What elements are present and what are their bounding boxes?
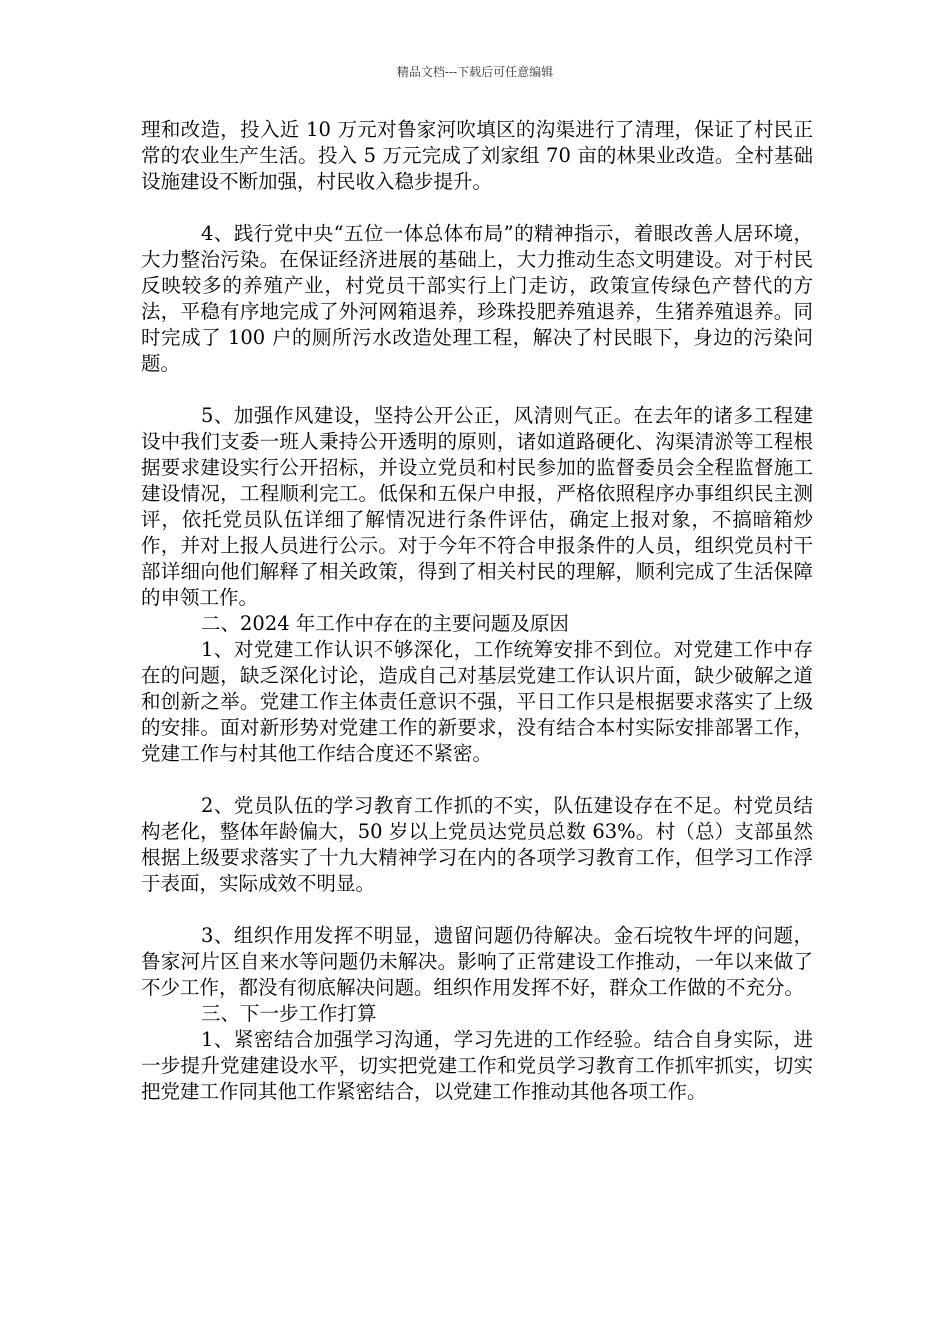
paragraph-item-5: 5、加强作风建设，坚持公开公正，风清则气正。在去年的诸多工程建设中我们支委一班人秉持公开透明的原则，诸如道路硬化、沟渠清淤等工程根据要求建设实行公开招标，并设立党员和村民参加的监督委员会全程监督施工建设情况，工程顺利完工。低保和五保户申报，严格依照程序办事组织民主测评，依托党员队伍详细了解情况进行条件评估，确定上报对象，不搞暗箱炒作，并对上报人员进行公示。对于今年不符合申报条件的人员，组织党员村干部详细向他们解释了相关政策，得到了相关村民的理解，顺利完成了生活保障的申领工作。 [141,404,813,609]
paragraph-item-4: 4、践行党中央“五位一体总体布局”的精神指示，着眼改善人居环境，大力整治污染。在保证经济进展的基础上，大力推动生态文明建设。对于村民反映较多的养殖产业，村党员干部实行上门走访，政策宣传绿色产替代的方法，平稳有序地完成了外河网箱退养，珍珠投肥养殖退养，生猪养殖退养。同时完成了 100 户的厕所污水改造处理工程，解决了村民眼下，身边的污染问题。 [141,222,813,375]
paragraph-intro-continuation: 理和改造，投入近 10 万元对鲁家河吹填区的沟渠进行了清理，保证了村民正常的农业生产生活。投入 5 万元完成了刘家组 70 亩的林果业改造。全村基础设施建设不断加强，村民收入稳步提升。 [141,118,813,193]
paragraph-problem-3: 3、组织作用发挥不明显，遗留问题仍待解决。金石垸牧牛坪的问题，鲁家河片区自来水等问题仍未解决。影响了正常建设工作推动，一年以来做了不少工作，都没有彻底解决问题。组织作用发挥不好，群众工作做的不充分。 [141,924,813,999]
paragraph-plan-1: 1、紧密结合加强学习沟通，学习先进的工作经验。结合自身实际，进一步提升党建建设水平，切实把党建工作和党员学习教育工作抓牢抓实，切实把党建工作同其他工作紧密结合，以党建工作推动其他各项工作。 [141,1028,813,1103]
page-header: 精品文档---下载后可任意编辑 [396,65,554,79]
paragraph-problem-1: 1、对党建工作认识不够深化，工作统筹安排不到位。对党建工作中存在的问题，缺乏深化讨论，造成自己对基层党建工作认识片面，缺少破解之道和创新之举。党建工作主体责任意识不强，平日工作只是根据要求落实了上级的安排。面对新形势对党建工作的新要求，没有结合本村实际安排部署工作，党建工作与村其他工作结合度还不紧密。 [141,638,813,765]
document-body [141,117,813,1105]
section-heading-problems: 二、2024 年工作中存在的主要问题及原因 [201,612,569,635]
section-heading-next-steps: 三、下一步工作打算 [201,1002,377,1025]
paragraph-problem-2: 2、党员队伍的学习教育工作抓的不实，队伍建设存在不足。村党员结构老化，整体年龄偏大，50 岁以上党员达党员总数 63%。村（总）支部虽然根据上级要求落实了十九大精神学习在内的各项学习教育工作，但学习工作浮于表面，实际成效不明显。 [141,794,813,895]
